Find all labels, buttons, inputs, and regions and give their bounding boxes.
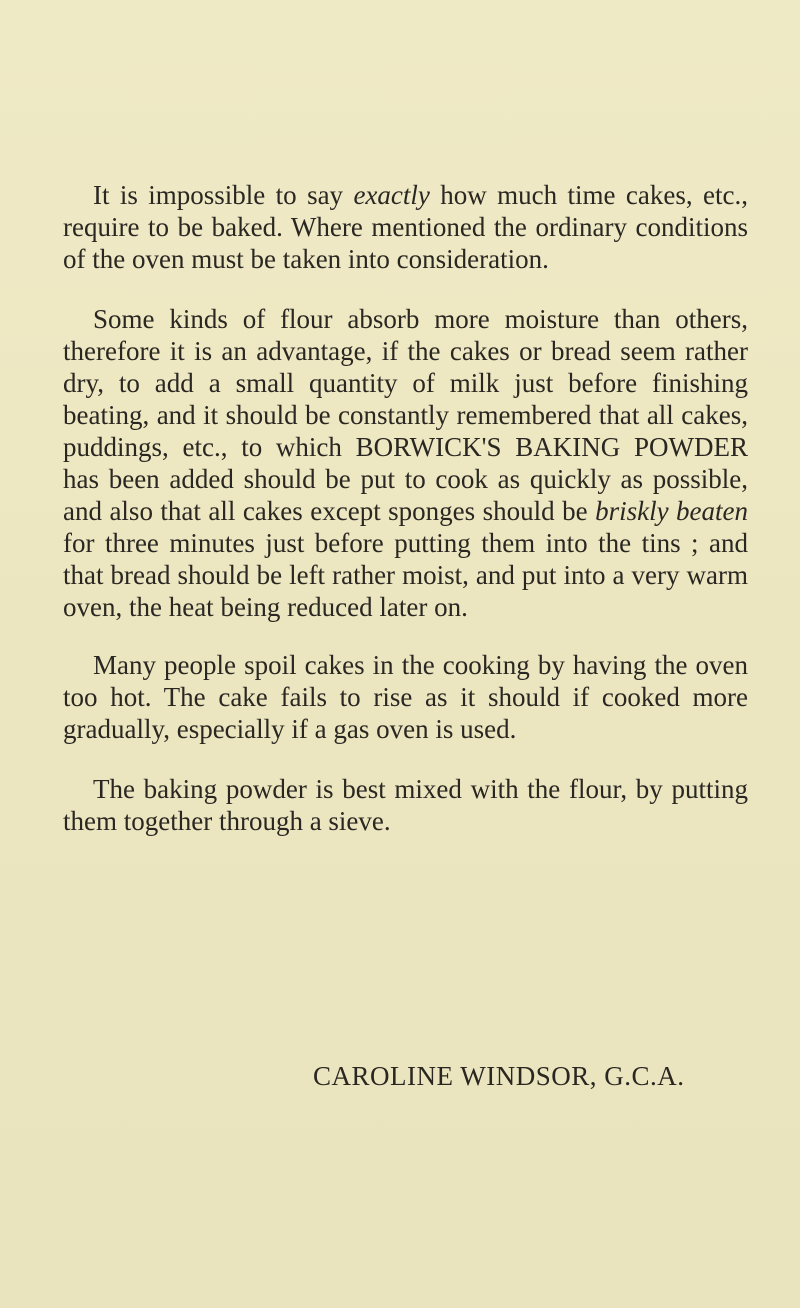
paragraph-2-emphasis: briskly beaten bbox=[595, 496, 748, 526]
paragraph-flour-moisture bbox=[63, 303, 748, 623]
paragraph-1-text-start: It is impossible to say bbox=[93, 180, 354, 210]
paragraph-baking-time bbox=[63, 179, 748, 275]
author-signature: CAROLINE WINDSOR, G.C.A. bbox=[313, 1061, 685, 1091]
paragraph-oven-heat: Many people spoil cakes in the cooking by having the oven too hot. The cake fails to rise as it should if cooked more gradually, especially if a gas oven is used. bbox=[63, 650, 748, 744]
paragraph-1-emphasis: exactly bbox=[353, 180, 430, 210]
paragraph-sieve: The baking powder is best mixed with the flour, by putting them together through a sieve. bbox=[63, 774, 748, 836]
body-text bbox=[63, 179, 748, 837]
paragraph-1-text-end: how much time cakes, etc., require to be baked. Where mentioned the ordinary conditions of the oven must be taken into consideration. bbox=[63, 180, 749, 274]
paragraph-2-text-end: for three minutes just before putting them into the tins ; and that bread should be left rather moist, and put into a very warm oven, the heat being reduced later on. bbox=[63, 528, 748, 622]
paragraph-2-text-start: Some kinds of flour absorb more moisture than others, therefore it is an advantage, if the cakes or bread seem rather dry, to add a small quantity of milk just before finishing beating, and it should be constantly remembered that all cakes, puddings, etc., to which BORWICK'S BAKING POWDER has been added should be put to cook as quickly as possible, and also that all cakes except sponges should be bbox=[63, 304, 748, 526]
